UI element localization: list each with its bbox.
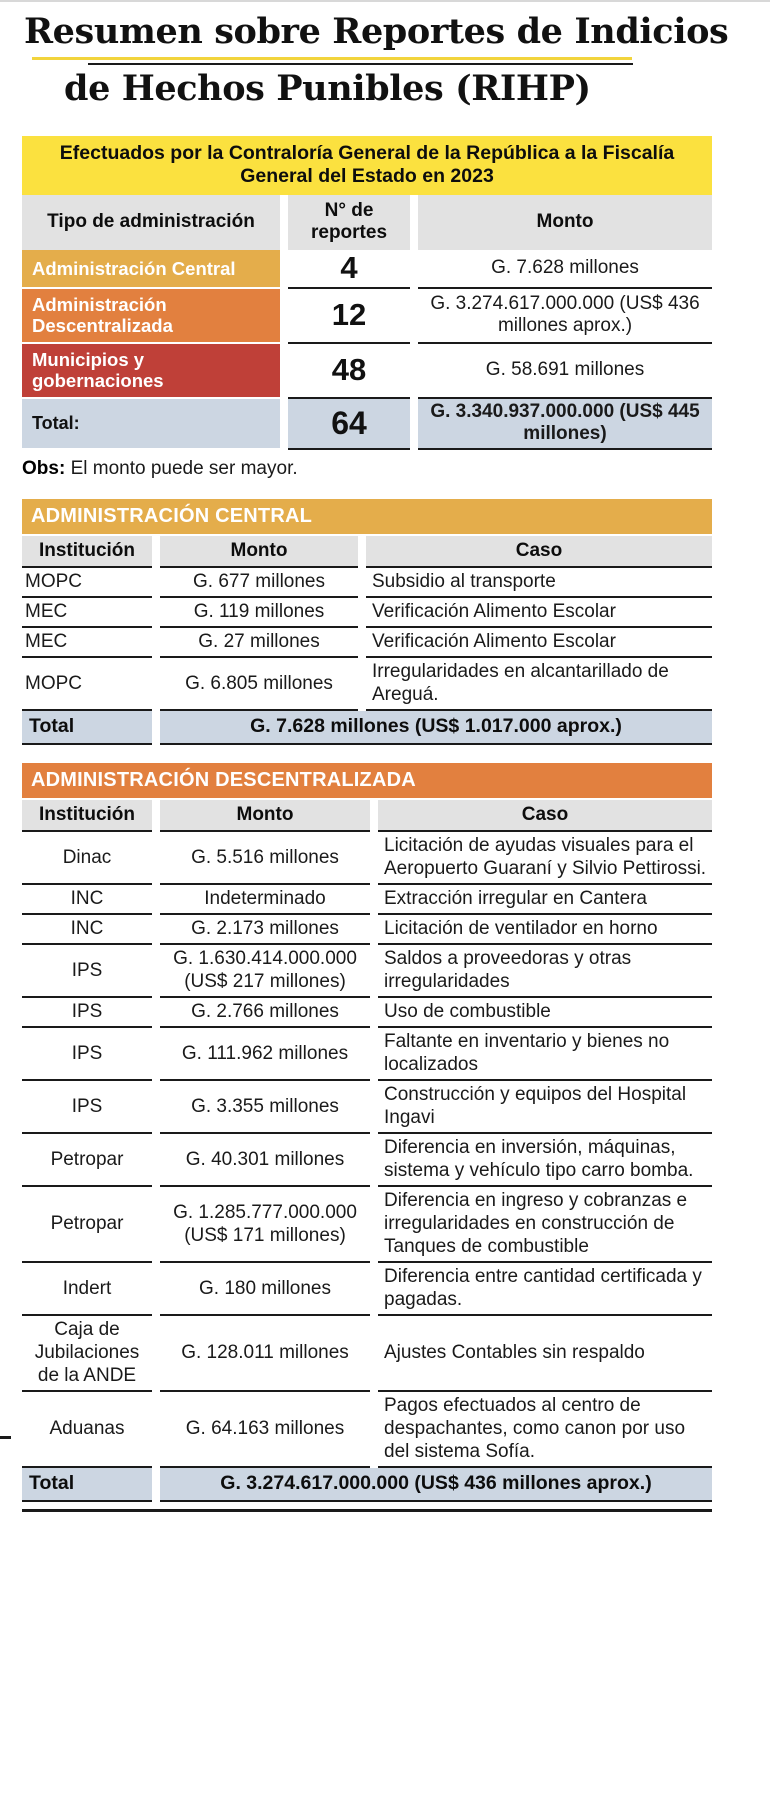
total-reportes: 64 <box>288 399 410 450</box>
cell-institucion: Aduanas <box>22 1392 152 1468</box>
cell-gap-2 <box>370 1263 378 1316</box>
table-row <box>22 628 712 658</box>
cell-caso: Verificación Alimento Escolar <box>366 598 712 628</box>
cell-caso: Licitación de ayudas visuales para el Aeropuerto Guaraní y Silvio Pettirossi. <box>378 832 712 885</box>
header-caso: Caso <box>366 536 712 568</box>
section-banner-central: ADMINISTRACIÓN CENTRAL <box>22 499 712 534</box>
row-reportes: 4 <box>288 250 410 289</box>
title-line-2: de Hechos Punibles (RIHP) <box>64 68 591 109</box>
table-row <box>22 1316 712 1392</box>
total-gap <box>152 711 160 745</box>
cell-gap-1 <box>152 1316 160 1392</box>
cell-gap-2 <box>370 1028 378 1081</box>
obs-label: Obs: <box>22 458 66 479</box>
cell-gap-1 <box>152 1081 160 1134</box>
cell-monto: G. 1.285.777.000.000 (US$ 171 millones) <box>160 1187 370 1263</box>
cell-gap-2 <box>358 658 366 711</box>
cell-institucion: MEC <box>22 628 152 658</box>
header-gap-2 <box>370 800 378 832</box>
cell-caso: Ajustes Contables sin respaldo <box>378 1316 712 1392</box>
summary-banner-row <box>22 136 712 195</box>
row-gap-2 <box>410 344 418 399</box>
table-row <box>22 658 712 711</box>
desc-header-row <box>22 800 712 832</box>
total-label: Total <box>22 1468 152 1502</box>
cell-caso: Saldos a proveedoras y otras irregularidades <box>378 945 712 998</box>
section-administracion-central <box>22 499 770 745</box>
cell-institucion: IPS <box>22 945 152 998</box>
observation-note <box>22 457 770 481</box>
cell-gap-1 <box>152 628 160 658</box>
table-row <box>22 289 712 344</box>
cell-institucion: Petropar <box>22 1134 152 1187</box>
cell-gap-2 <box>358 598 366 628</box>
title-yellow-rule <box>32 57 632 60</box>
table-row <box>22 998 712 1028</box>
row-gap-1 <box>280 250 288 289</box>
cell-monto: G. 111.962 millones <box>160 1028 370 1081</box>
header-tipo: Tipo de administración <box>22 195 280 250</box>
cell-caso: Uso de combustible <box>378 998 712 1028</box>
summary-banner: Efectuados por la Contraloría General de la República a la Fiscalía General del Estado en 2023 <box>22 136 712 195</box>
header-caso: Caso <box>378 800 712 832</box>
cell-caso: Faltante en inventario y bienes no localizados <box>378 1028 712 1081</box>
total-label: Total <box>22 711 152 745</box>
summary-header-row <box>22 195 712 250</box>
cell-institucion: Petropar <box>22 1187 152 1263</box>
cell-gap-2 <box>370 1392 378 1468</box>
header-institucion: Institución <box>22 536 152 568</box>
cell-gap-2 <box>370 915 378 945</box>
table-row <box>22 1263 712 1316</box>
row-monto: G. 3.274.617.000.000 (US$ 436 millones aprox.) <box>418 289 712 344</box>
cell-caso: Subsidio al transporte <box>366 568 712 598</box>
descentralizada-total-row <box>22 1468 712 1502</box>
cell-gap-1 <box>152 568 160 598</box>
cell-caso: Irregularidades en alcantarillado de Areguá. <box>366 658 712 711</box>
cell-monto: G. 27 millones <box>160 628 358 658</box>
cell-institucion: INC <box>22 885 152 915</box>
summary-table <box>22 136 770 450</box>
header-gap-2 <box>358 536 366 568</box>
total-monto: G. 3.340.937.000.000 (US$ 445 millones) <box>418 399 712 450</box>
cell-gap-2 <box>358 568 366 598</box>
cell-institucion: INC <box>22 915 152 945</box>
cell-monto: G. 677 millones <box>160 568 358 598</box>
row-tipo: Administración Descentralizada <box>22 289 280 344</box>
cell-gap-1 <box>152 1134 160 1187</box>
header-gap-1 <box>152 536 160 568</box>
header-monto: Monto <box>160 536 358 568</box>
header-institucion: Institución <box>22 800 152 832</box>
cell-monto: G. 119 millones <box>160 598 358 628</box>
bottom-rule <box>22 1509 712 1512</box>
cell-institucion: IPS <box>22 1028 152 1081</box>
total-label: Total: <box>22 399 280 450</box>
table-row <box>22 1187 712 1263</box>
cell-institucion: MOPC <box>22 568 152 598</box>
table-row <box>22 1392 712 1468</box>
cell-caso: Diferencia entre cantidad certificada y pagadas. <box>378 1263 712 1316</box>
cell-gap-2 <box>370 998 378 1028</box>
total-gap-1 <box>280 399 288 450</box>
central-header-row <box>22 536 712 568</box>
central-table <box>22 536 712 745</box>
cell-gap-2 <box>370 1187 378 1263</box>
cell-monto: G. 180 millones <box>160 1263 370 1316</box>
table-row <box>22 1081 712 1134</box>
total-value: G. 3.274.617.000.000 (US$ 436 millones aprox.) <box>160 1468 712 1502</box>
cell-caso: Diferencia en ingreso y cobranzas e irregularidades en construcción de Tanques de combustible <box>378 1187 712 1263</box>
table-row <box>22 915 712 945</box>
row-reportes: 48 <box>288 344 410 399</box>
row-gap-1 <box>280 289 288 344</box>
cell-gap-2 <box>370 1081 378 1134</box>
row-gap-2 <box>410 289 418 344</box>
header-reportes: N° de reportes <box>288 195 410 250</box>
cell-institucion: MEC <box>22 598 152 628</box>
header-monto: Monto <box>160 800 370 832</box>
title-line-1: Resumen sobre Reportes de Indicios <box>24 11 729 52</box>
cell-gap-1 <box>152 885 160 915</box>
cell-caso: Pagos efectuados al centro de despachantes, como canon por uso del sistema Sofía. <box>378 1392 712 1468</box>
obs-text: El monto puede ser mayor. <box>70 458 298 479</box>
row-monto: G. 58.691 millones <box>418 344 712 399</box>
table-row <box>22 344 712 399</box>
table-row <box>22 885 712 915</box>
cell-monto: G. 2.173 millones <box>160 915 370 945</box>
section-banner-descentralizada: ADMINISTRACIÓN DESCENTRALIZADA <box>22 763 712 798</box>
cell-gap-1 <box>152 1263 160 1316</box>
cell-monto: G. 6.805 millones <box>160 658 358 711</box>
cell-monto: G. 5.516 millones <box>160 832 370 885</box>
cell-institucion: Indert <box>22 1263 152 1316</box>
header-gap-1 <box>152 800 160 832</box>
cell-institucion: Dinac <box>22 832 152 885</box>
cell-caso: Extracción irregular en Cantera <box>378 885 712 915</box>
cell-institucion: IPS <box>22 998 152 1028</box>
table-row <box>22 1028 712 1081</box>
cell-caso: Diferencia en inversión, máquinas, sistema y vehículo tipo carro bomba. <box>378 1134 712 1187</box>
cell-monto: G. 64.163 millones <box>160 1392 370 1468</box>
cell-gap-1 <box>152 945 160 998</box>
table-row <box>22 250 712 289</box>
section-administracion-descentralizada <box>22 763 770 1502</box>
row-reportes: 12 <box>288 289 410 344</box>
cell-monto: G. 128.011 millones <box>160 1316 370 1392</box>
cell-gap-2 <box>370 885 378 915</box>
cell-gap-2 <box>370 945 378 998</box>
total-gap <box>152 1468 160 1502</box>
top-hairline <box>0 0 770 2</box>
row-gap-2 <box>410 250 418 289</box>
descentralizada-table <box>22 800 712 1502</box>
row-gap-1 <box>280 344 288 399</box>
title-black-rule <box>88 63 633 65</box>
total-gap-2 <box>410 399 418 450</box>
cell-gap-1 <box>152 598 160 628</box>
header-gap-2 <box>410 195 418 250</box>
cell-monto: G. 40.301 millones <box>160 1134 370 1187</box>
row-tipo: Municipios y gobernaciones <box>22 344 280 399</box>
cell-gap-1 <box>152 1028 160 1081</box>
cell-monto: Indeterminado <box>160 885 370 915</box>
cell-gap-2 <box>358 628 366 658</box>
cell-institucion: MOPC <box>22 658 152 711</box>
cell-gap-1 <box>152 1392 160 1468</box>
summary-total-row <box>22 399 712 450</box>
header-gap-1 <box>280 195 288 250</box>
cell-gap-2 <box>370 832 378 885</box>
cell-monto: G. 1.630.414.000.000 (US$ 217 millones) <box>160 945 370 998</box>
header-monto: Monto <box>418 195 712 250</box>
central-total-row <box>22 711 712 745</box>
cell-gap-1 <box>152 1187 160 1263</box>
cell-gap-2 <box>370 1316 378 1392</box>
cell-institucion: IPS <box>22 1081 152 1134</box>
cell-institucion: Caja de Jubilaciones de la ANDE <box>22 1316 152 1392</box>
table-row <box>22 832 712 885</box>
cell-caso: Licitación de ventilador en horno <box>378 915 712 945</box>
table-row <box>22 568 712 598</box>
row-tipo: Administración Central <box>22 250 280 289</box>
left-edge-dash <box>0 1436 11 1439</box>
cell-monto: G. 3.355 millones <box>160 1081 370 1134</box>
total-value: G. 7.628 millones (US$ 1.017.000 aprox.) <box>160 711 712 745</box>
table-row <box>22 598 712 628</box>
cell-gap-1 <box>152 998 160 1028</box>
cell-caso: Construcción y equipos del Hospital Ingavi <box>378 1081 712 1134</box>
cell-gap-1 <box>152 832 160 885</box>
cell-gap-1 <box>152 915 160 945</box>
row-monto: G. 7.628 millones <box>418 250 712 289</box>
cell-gap-1 <box>152 658 160 711</box>
cell-monto: G. 2.766 millones <box>160 998 370 1028</box>
page-title <box>0 0 770 109</box>
table-row <box>22 1134 712 1187</box>
cell-gap-2 <box>370 1134 378 1187</box>
table-row <box>22 945 712 998</box>
cell-caso: Verificación Alimento Escolar <box>366 628 712 658</box>
